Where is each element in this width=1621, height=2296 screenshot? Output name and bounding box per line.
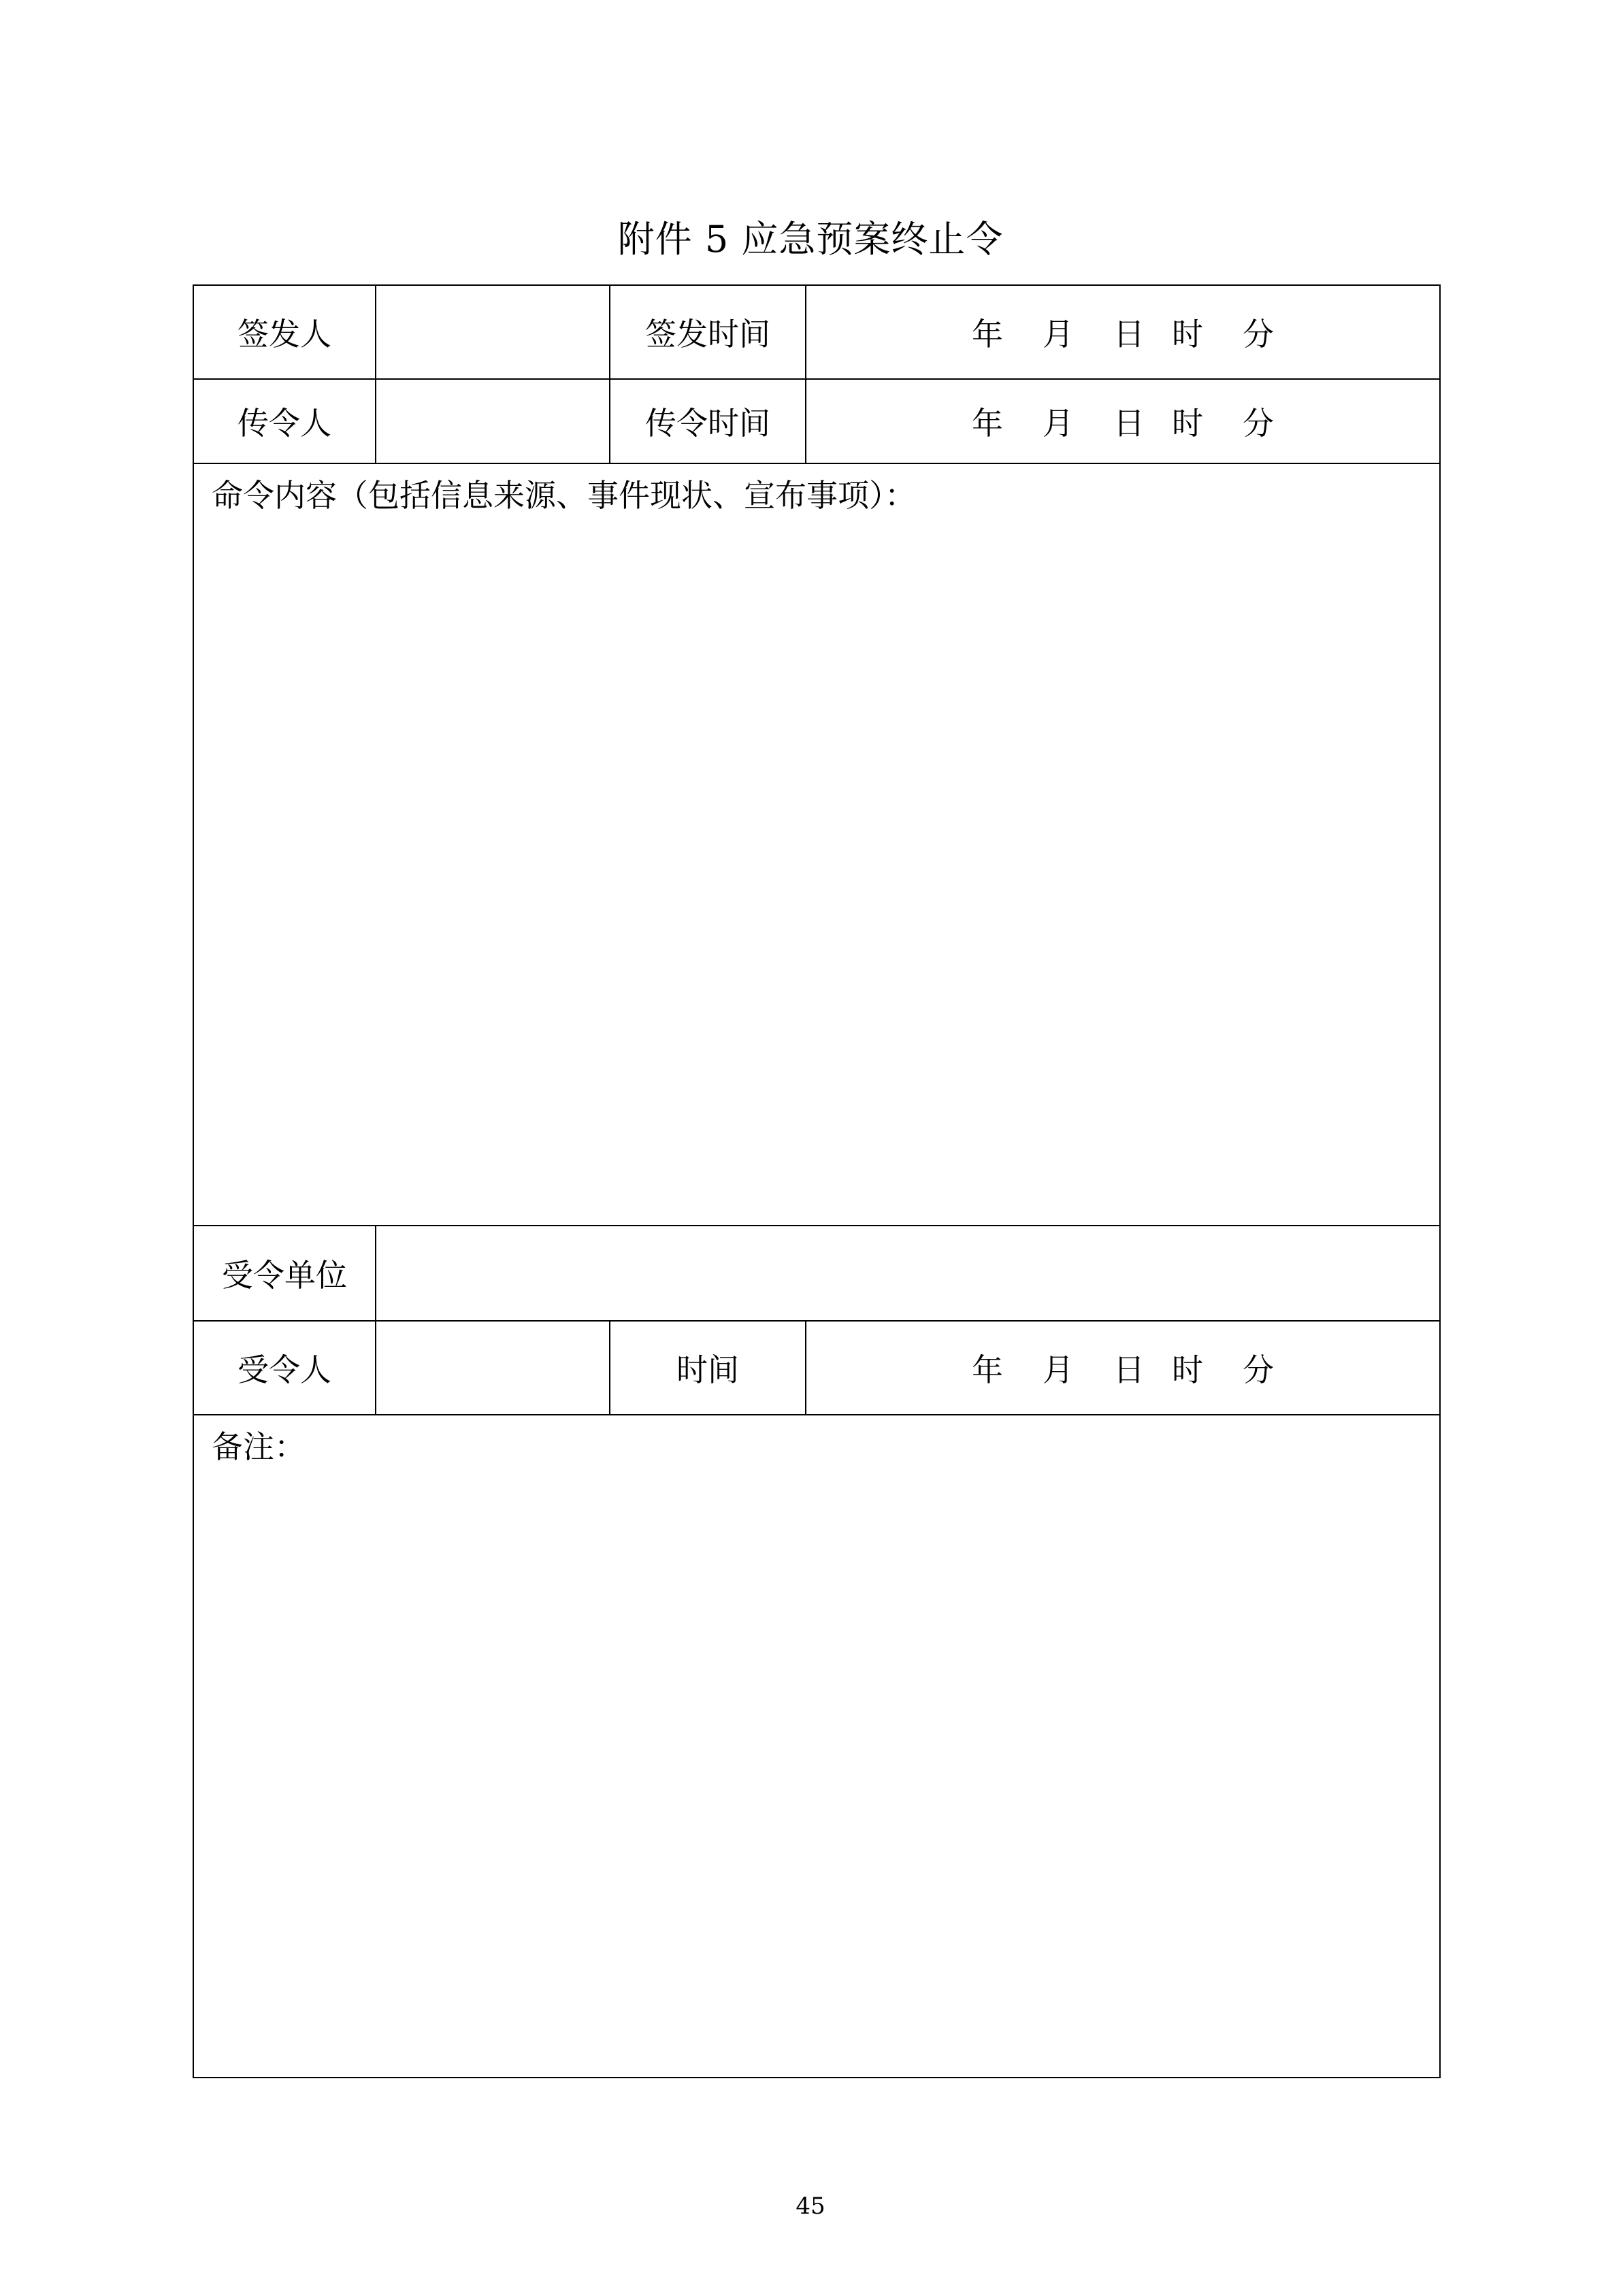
year-unit: 年 xyxy=(972,1351,1003,1388)
month-unit: 月 xyxy=(1043,405,1074,442)
receive-time-field[interactable] xyxy=(806,1322,1439,1414)
command-content-label: 命令内容（包括信息来源、事件现状、宣布事项）： xyxy=(212,477,916,514)
relayer-field[interactable] xyxy=(376,380,610,463)
hour-unit: 时 xyxy=(1172,1351,1203,1388)
command-content-row[interactable] xyxy=(194,464,1439,1226)
relay-time-field[interactable] xyxy=(806,380,1439,463)
relay-time-label: 传令时间 xyxy=(610,380,806,463)
day-unit: 日 xyxy=(1113,1351,1145,1388)
day-unit: 日 xyxy=(1113,405,1145,442)
relayer-label: 传令人 xyxy=(194,380,376,463)
remarks-row[interactable] xyxy=(194,1415,1439,2077)
page-title: 附件 5 应急预案终止令 xyxy=(617,218,1004,261)
receiver-field[interactable] xyxy=(376,1322,610,1414)
receiving-unit-label: 受令单位 xyxy=(194,1226,376,1320)
remarks-label: 备注： xyxy=(212,1428,306,1465)
minute-unit: 分 xyxy=(1243,1351,1274,1388)
day-unit: 日 xyxy=(1113,316,1145,352)
month-unit: 月 xyxy=(1043,1351,1074,1388)
issue-time-field[interactable] xyxy=(806,286,1439,378)
issuer-field[interactable] xyxy=(376,286,610,378)
receiver-row xyxy=(194,1322,1439,1415)
issuer-row xyxy=(194,286,1439,380)
page-number: 45 xyxy=(796,2193,825,2220)
minute-unit: 分 xyxy=(1243,316,1274,352)
receiving-unit-field[interactable] xyxy=(376,1226,1439,1320)
issuer-label: 签发人 xyxy=(194,286,376,378)
issue-time-label: 签发时间 xyxy=(610,286,806,378)
hour-unit: 时 xyxy=(1172,316,1203,352)
year-unit: 年 xyxy=(972,316,1003,352)
minute-unit: 分 xyxy=(1243,405,1274,442)
relayer-row xyxy=(194,380,1439,464)
month-unit: 月 xyxy=(1043,316,1074,352)
hour-unit: 时 xyxy=(1172,405,1203,442)
receive-time-label: 时间 xyxy=(610,1322,806,1414)
receiver-label: 受令人 xyxy=(194,1322,376,1414)
termination-order-form xyxy=(193,284,1441,2078)
receiving-unit-row xyxy=(194,1226,1439,1322)
year-unit: 年 xyxy=(972,405,1003,442)
